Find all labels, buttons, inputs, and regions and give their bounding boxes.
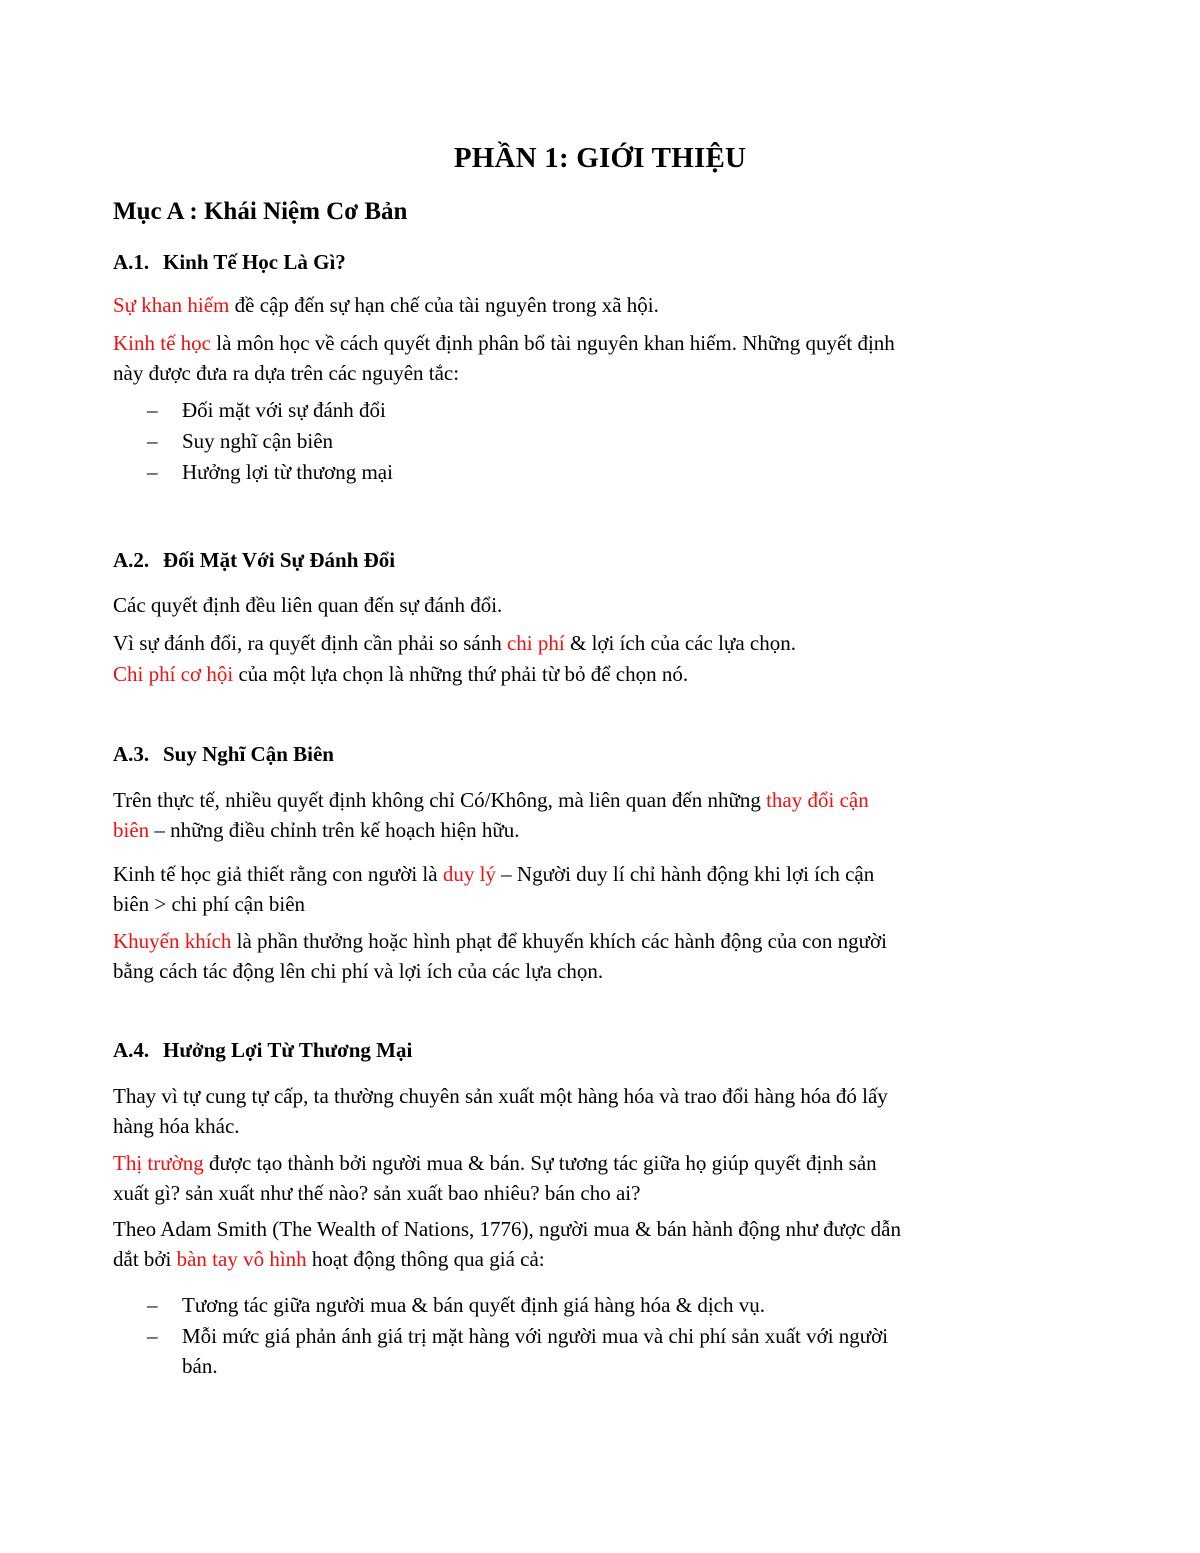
highlight-term: Chi phí cơ hội	[113, 662, 234, 686]
dash-bullet: –	[147, 460, 158, 484]
page-title: PHẦN 1: GIỚI THIỆU	[453, 142, 747, 174]
highlight-term: bàn tay vô hình	[176, 1247, 307, 1271]
heading-text: Suy Nghĩ Cận Biên	[163, 742, 334, 766]
paragraph-a3-2: Kinh tế học giả thiết rằng con người là duy lý – Người duy lí chỉ hành động khi lợi ích cận biên > chi phí cận biên	[113, 862, 875, 916]
heading-number: A.4.	[113, 1038, 150, 1062]
paragraph-a2-3: Chi phí cơ hội của một lựa chọn là những thứ phải từ bỏ để chọn nó.	[113, 662, 689, 686]
heading-number: A.3.	[113, 742, 150, 766]
heading-a1	[113, 250, 346, 275]
paragraph-a2-1: Các quyết định đều liên quan đến sự đánh đổi.	[113, 593, 503, 617]
heading-number: A.1.	[113, 250, 150, 274]
paragraph-a3-1: Trên thực tế, nhiều quyết định không chỉ Có/Không, mà liên quan đến những thay đổi cận biên – những điều chỉnh trên kế hoạch hiện hữu.	[113, 788, 869, 842]
paragraph-a4-2: Thị trường được tạo thành bởi người mua & bán. Sự tương tác giữa họ giúp quyết định sản xuất gì? sản xuất như thế nào? sản xuất bao nhiêu? bán cho ai?	[113, 1151, 877, 1205]
heading-a4	[113, 1038, 412, 1063]
paragraph-a4-1: Thay vì tự cung tự cấp, ta thường chuyên sản xuất một hàng hóa và trao đổi hàng hóa đó lấy hàng hóa khác.	[113, 1084, 888, 1138]
highlight-term: chi phí	[506, 631, 565, 655]
paragraph-a4-3: Theo Adam Smith (The Wealth of Nations, 1776), người mua & bán hành động như được dẫn dắt bởi bàn tay vô hình hoạt động thông qua giá cả:	[113, 1217, 901, 1271]
highlight-term: thay đổi cận biên	[113, 788, 869, 842]
paragraph-a1-2: Kinh tế học là môn học về cách quyết định phân bổ tài nguyên khan hiếm. Những quyết định này được đưa ra dựa trên các nguyên tắc:	[113, 331, 895, 385]
paragraph-a2-2: Vì sự đánh đổi, ra quyết định cần phải so sánh chi phí & lợi ích của các lựa chọn.	[113, 631, 796, 655]
heading-number: A.2.	[113, 548, 150, 572]
heading-a2	[113, 548, 395, 573]
section-heading: Mục A : Khái Niệm Cơ Bản	[113, 198, 408, 225]
paragraph-a1-1: Sự khan hiếm đề cập đến sự hạn chế của tài nguyên trong xã hội.	[113, 293, 659, 317]
list-item: Tương tác giữa người mua & bán quyết định giá hàng hóa & dịch vụ.	[182, 1293, 765, 1317]
list-item: Mỗi mức giá phản ánh giá trị mặt hàng với người mua và chi phí sản xuất với người bán.	[182, 1324, 889, 1378]
highlight-term: duy lý	[442, 862, 496, 886]
paragraph-a3-3: Khuyến khích là phần thưởng hoặc hình phạt để khuyến khích các hành động của con người bằng cách tác động lên chi phí và lợi ích của các lựa chọn.	[113, 929, 887, 983]
heading-a3	[113, 742, 334, 767]
dash-bullet: –	[147, 1293, 158, 1317]
heading-text: Kinh Tế Học Là Gì?	[163, 250, 346, 274]
highlight-term: Kinh tế học	[113, 331, 211, 355]
dash-bullet: –	[147, 1324, 158, 1348]
heading-text: Đối Mặt Với Sự Đánh Đổi	[163, 548, 396, 572]
highlight-term: Sự khan hiếm	[113, 293, 230, 317]
document-page: PHẦN 1: GIỚI THIỆU Mục A : Khái Niệm Cơ Bản A.1. Kinh Tế Học Là Gì? Sự khan hiếm đề cập đến sự hạn chế của tài nguyên trong xã hội. Kinh tế học là môn học về cách quyết định phân bổ tài nguyên khan hiếm. Những quyết định này được đưa ra dựa trên các nguyên tắc: – Đối mặt với sự đánh đổi – Suy nghĩ cận biên – Hưởng lợi từ thương mại A.2. Đối Mặt Với Sự Đánh Đổi Các quyết định đều liên quan đến sự đánh đổi. Vì sự đánh đổi, ra quyết định cần phải so sánh chi phí & lợi ích của các lựa chọn. Chi phí cơ hội của một lựa chọn là những thứ phải từ bỏ để chọn nó. A.3. Suy Nghĩ Cận Biên Trên thực tế, nhiều quyết định không chỉ Có/Không, mà liên quan đến những thay đổi cận biên – những điều chỉnh trên kế hoạch hiện hữu. Kinh tế học giả thiết rằng con người là duy lý – Người duy lí chỉ hành động khi lợi ích cận biên > chi phí cận biên Khuyến khích là phần thưởng hoặc hình phạt để khuyến khích các hành động của con người bằng cách tác động lên chi phí và lợi ích của các lựa chọn. A.4. Hưởng Lợi Từ Thương Mại Thay vì tự cung tự cấp, ta thường chuyên sản xuất một hàng hóa và trao đổi hàng hóa đó lấy hàng hóa khác. Thị trường được tạo thành bởi người mua & bán. Sự tương tác giữa họ giúp quyết định sản xuất gì? sản xuất như thế nào? sản xuất bao nhiêu? bán cho ai? Theo Adam Smith (The Wealth of Nations, 1776), người mua & bán hành động như được dẫn dắt bởi bàn tay vô hình hoạt động thông qua giá cả: – Tương tác giữa người mua & bán quyết định giá hàng hóa & dịch vụ. – Mỗi mức giá phản ánh giá trị mặt hàng với người mua và chi phí sản xuất với người bán.	[0, 0, 1200, 1553]
highlight-term: Khuyến khích	[113, 929, 232, 953]
highlight-term: Thị trường	[113, 1151, 204, 1175]
dash-bullet: –	[147, 398, 158, 422]
heading-text: Hưởng Lợi Từ Thương Mại	[163, 1038, 413, 1062]
dash-bullet: –	[147, 429, 158, 453]
